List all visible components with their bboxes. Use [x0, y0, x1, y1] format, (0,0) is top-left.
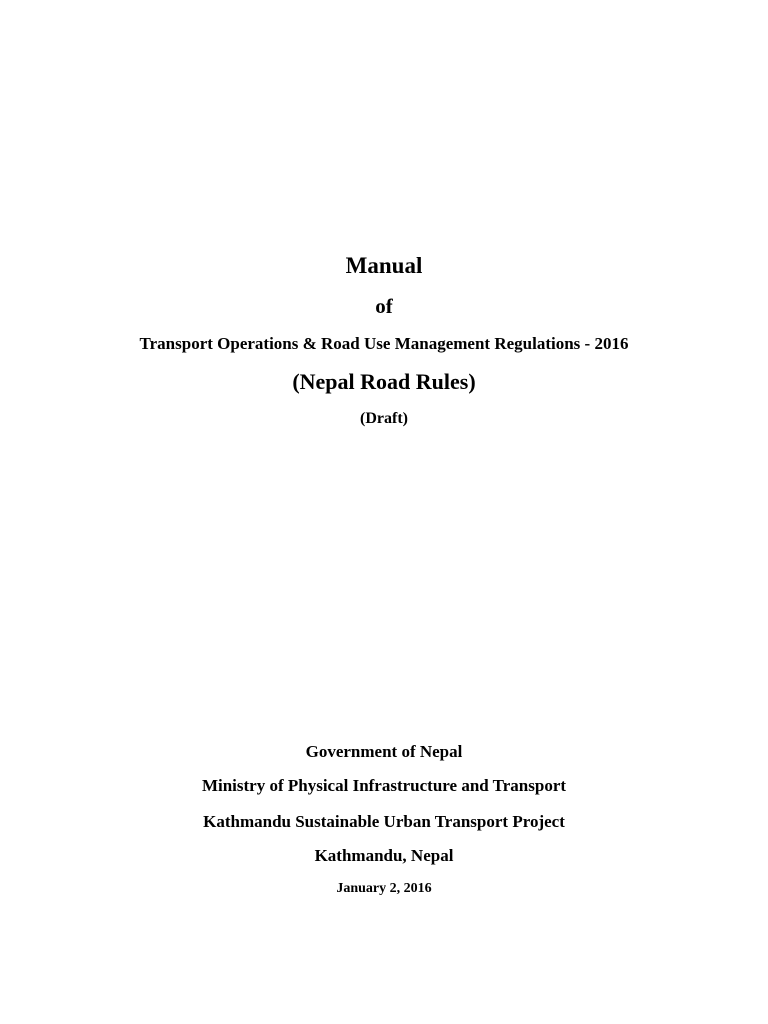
- document-title: Manual: [345, 253, 423, 278]
- publication-date: January 2, 2016: [336, 881, 432, 896]
- draft-label: (Draft): [360, 410, 408, 427]
- publisher-location: Kathmandu, Nepal: [314, 846, 454, 865]
- document-subtitle: Transport Operations & Road Use Management Regulations - 2016: [139, 334, 629, 353]
- title-connector: of: [375, 294, 393, 318]
- ministry-name: Ministry of Physical Infrastructure and Transport: [201, 776, 567, 795]
- project-name: Kathmandu Sustainable Urban Transport Project: [203, 812, 565, 831]
- rules-title: (Nepal Road Rules): [292, 369, 476, 394]
- government-name: Government of Nepal: [305, 742, 463, 761]
